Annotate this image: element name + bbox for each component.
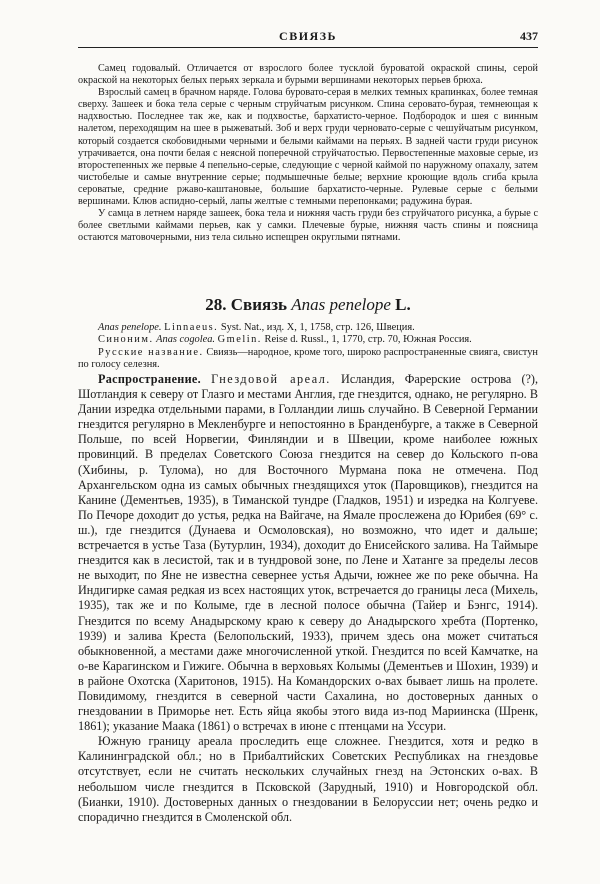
distribution-section [78, 372, 538, 825]
russian-names-line [78, 347, 538, 372]
species-number: 28. [205, 295, 227, 314]
paragraph-yearling-male: Самец годовалый. Отличается от взрослого более тусклой буроватой окраской спины, серой окраской на некоторых белых перьях зеркала и бурыми вершинами некоторых перьев брюха. [78, 63, 538, 87]
distribution-label: Распространение. [98, 372, 201, 386]
areal-label: Гнездовой ареал. [211, 372, 331, 386]
plumage-description [78, 63, 538, 244]
species-name-ru: Свиязь [230, 295, 288, 314]
synonyms-author: Gmelin. [217, 334, 262, 346]
synonyms-text: Reise d. Russl., 1, 1770, стр. 70, Южная Россия. [264, 334, 472, 346]
running-header [78, 29, 538, 48]
species-author: L. [395, 295, 411, 314]
russian-names-text: Свиязь—народное, кроме того, широко распространенные свияга, свистун по голосу селезня. [78, 346, 538, 371]
page-number: 437 [520, 29, 538, 43]
species-name-lat: Anas penelope [291, 295, 391, 314]
nomenclature-block [78, 322, 538, 372]
synonyms-line [78, 334, 538, 346]
synonyms-name: Anas cogolea. [156, 334, 216, 346]
citation-author: Linnaeus. [164, 322, 219, 333]
paragraph-summer-male: У самца в летнем наряде зашеек, бока тела и нижняя часть груди без струйчатого рисунка, а бурые с более светлыми каймами перьев, как у самки. Плечевые бурые, нижняя часть спины и поясница остаются матовочерными, низ тела сильно испещрен округлыми пятнами. [78, 208, 538, 244]
citation-text: Syst. Nat., изд. X, 1, 1758, стр. 126, Швеция. [220, 322, 415, 333]
distribution-text: Исландия, Фарерские острова (?), Шотландия к северу от Глазго и местами Англия, где гнездится, однако, не регулярно. В Дании изредка отдельными парами, в Голландии лишь случайно. В Северной Германии гнездится регулярно в Мекленбурге и непостоянно в Бранденбурге, а также в Северной Польше, по всей Норвегии, Финляндии и в Швеции, кроме наиболее южных провинций. В пределах Советского Союза гнездится на север до Кольского п-ова (Хибины, р. Тулома), но для Восточного Мурмана пока не отмечена. Под Архангельском одна из самых обычных гнездящихся уток (Паровщиков), гнездится на Канине (Дементьев, 1935), в Тиманской тундре (Гладков, 1951) и изредка на Колгуеве. По Печоре доходит до устья, редка на Вайгаче, на Ямале прослежена до Юрибея (69° с. ш.), где гнездится (Дунаева и Осмоловская), но возможно, что идет и дальше; встречается в устье Таза (Бутурлин, 1934), доходит до Енисейского залива. На Таймыре гнездится как в лесистой, так и в тундровой зоне, по Лене и Хатанге за пределы лесов не выходит, по Яне не известна севернее устья Адычи, южнее же по реке обычна. На Индигирке самая редкая из всех настоящих уток, встречается до границы леса (Михель, 1935), так же и по Колыме, где в лесной полосе обычна (Тайер и Бэнгс, 1914). Гнездится по всему Анадырскому краю к северу до Анадырского хребта (Портенко, 1939) и залива Креста (Белопольский, 1933), причем здесь она может считаться обыкновенной, а местами даже многочисленной уткой. Гнездится по всей Камчатке, на о-ве Карагинском и Гижиге. Обычна в верховьях Колымы (Дементьев и Шохин, 1939) и в районе Охотска (Харитонов, 1915). На Командорских о-вах бывает лишь на пролете. Повидимому, гнездится в северной части Сахалина, но достоверных данных о гнездовании в Приморье нет. Есть яйца якобы этого вида из-под Мариинска (Шренк, 1861); указание Маака (1861) о встречах в июне с птенцами на Уссури. [78, 372, 539, 734]
species-heading [78, 295, 538, 315]
citation-name: Anas penelope. [98, 322, 162, 333]
synonyms-label: Синоним. [98, 334, 154, 346]
russian-names-label: Русские название. [98, 346, 204, 358]
paragraph-adult-male-breeding: Взрослый самец в брачном наряде. Голова буровато-серая в мелких темных крапинках, более темная сверху. Зашеек и бока тела серые с черным струйчатым рисунком. Спина серовато-бурая, темнеющая к надхвостью. Последнее так же, как и подхвостье, бархатисто-черное. Подбородок и шея с винным налетом, переходящим на шее в рыжеватый. Зоб и верх груди черновато-серые с чешуйчатым рисунком, который создается скобовидными черными и белыми каймами на перьях. В задней части груди рисунок утрачивается, она почти белая с неясной поперечной струйчатостью. Первостепенные маховые серые, из второстепенных же первые 4 пепельно-серые, следующие с черной каймой по наружному опахалу, затем чистобелые и самые внутренние серые; подмышечные белые; верхние кроющие вдоль сгиба крыла сероватые, средние ржаво-каштановые, большие бархатисто-черные. Рулевые серые с белыми вершинами. Клюв аспидно-серый, лапы желтые с темными перепонками; радужина бурая. [78, 87, 538, 208]
citation-line [78, 322, 538, 334]
header-title: СВИЯЗЬ [279, 29, 337, 43]
southern-border-paragraph: Южную границу ареала проследить еще сложнее. Гнездится, хотя и редко в Калининградской обл.; но в Прибалтийских Советских Республиках на гнездовье отсутствует, если не считать нескольких случайных гнезд на Эстонских о-вах. В небольшом числе гнездится в Псковской (Зарудный, 1910) и Новгородской обл. (Бианки, 1910). Достоверных данных о гнездовании в Белоруссии нет; очень редко и спорадично гнездится в Смоленской обл. [78, 734, 538, 824]
distribution-paragraph [78, 372, 538, 734]
